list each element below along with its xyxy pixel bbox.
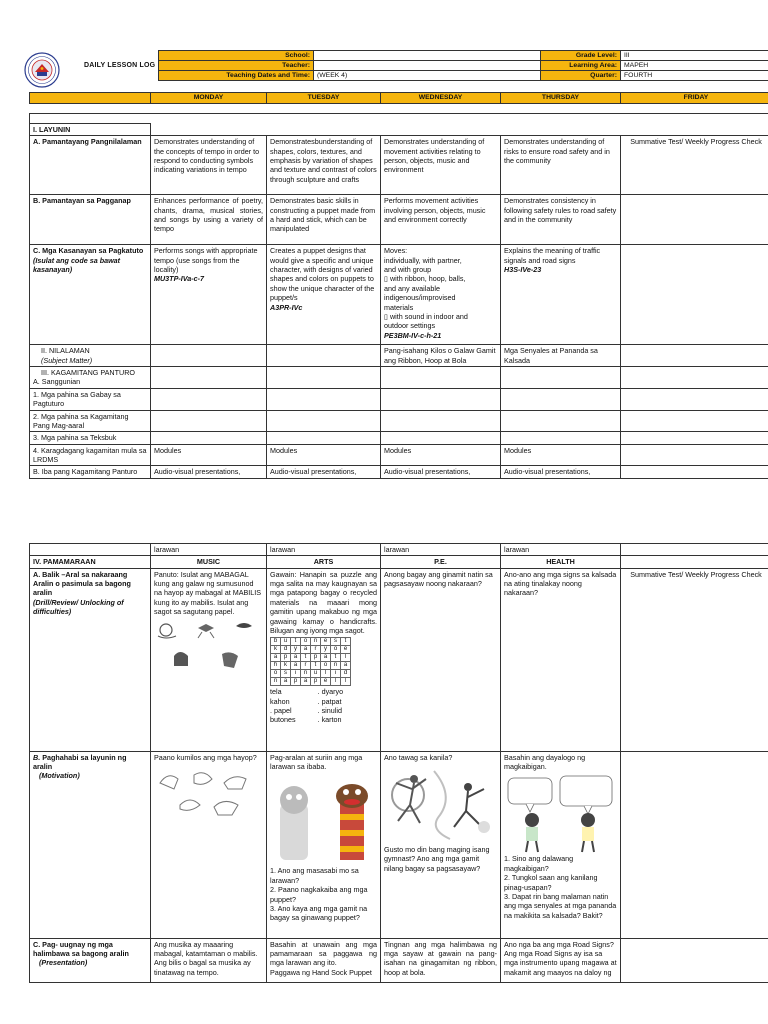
motivation-wednesday-question: Gusto mo din bang maging isang gymnast? Ano ang mga gamit nilang bagay sa pagsasayaw? [384,845,490,873]
thu-question-3: 3. Dapat rin bang malaman natin ang mga senyales at mga pananda na makikita sa kalsada? Bakit? [504,891,617,920]
animals-illustration [154,620,262,678]
puzzle-cell[interactable]: h [271,662,281,670]
puzzle-cell[interactable]: t [331,654,341,662]
content-standard-friday[interactable]: Summative Test/ Weekly Progress Check [621,136,768,195]
content-standard-thursday[interactable]: Demonstrates understanding of risks to ensure road safety and in the community [501,136,621,195]
word-butones: butones [270,715,296,725]
kasanayan-sub: (Isulat ang code sa bawat kasanayan) [33,255,121,275]
competency-tuesday-code: A3PR-IVc [270,302,303,312]
competency-monday-code: MU3TP-IVa-c-7 [154,274,205,284]
puzzle-cell[interactable]: a [301,678,311,686]
puzzle-cell[interactable]: a [301,646,311,654]
presentation-label: C. Pag- uugnay ng mga halimbawa sa bagong aralin [33,939,129,959]
balik-aral-sub: (Drill/Review/ Unlocking of difficulties) [33,597,124,617]
puzzle-cell[interactable]: y [321,646,331,654]
kagamitan-wednesday[interactable] [381,367,501,389]
review-thursday[interactable]: Ano-ano ang mga signs sa kalsada na ating tinalakay noong nakaraan? [501,568,621,751]
lrdms-label: 4. Karagdagang kagamitan mula sa LRDMS [30,444,151,466]
nilalaman-heading: II. NILALAMAN [41,346,90,356]
puzzle-cell[interactable]: p [311,678,321,686]
lrdms-wednesday[interactable]: Modules [381,444,501,466]
kagamitang-friday[interactable] [621,410,768,432]
puzzle-cell[interactable]: e [341,646,351,654]
puzzle-cell[interactable]: t [291,638,301,646]
gabay-monday[interactable] [151,388,267,410]
balik-aral-label: A. Balik –Aral sa nakaraang Aralin o pasimula sa bagong aralin [33,569,131,598]
puzzle-cell[interactable]: a [291,654,301,662]
puzzle-cell[interactable]: t [341,638,351,646]
pamamaraan-heading: IV. PAMAMARAAN [30,556,151,568]
wed-line-0: Moves: [384,246,408,256]
puzzle-cell[interactable]: u [311,670,321,678]
puzzle-cell[interactable]: a [291,662,301,670]
presentation-label-cell [30,938,151,982]
performance-standard-thursday[interactable]: Demonstrates consistency in following safety rules to road safety and in the community [501,195,621,245]
puzzle-cell[interactable]: k [271,646,281,654]
puzzle-row [271,646,351,654]
lrdms-monday[interactable]: Modules [151,444,267,466]
larawan-wednesday: larawan [381,544,501,556]
kagamitan-monday[interactable] [151,367,267,389]
kagamitan-heading: III. KAGAMITANG PANTURO [41,368,135,378]
grade-level-value[interactable]: III [621,51,768,61]
learning-area-label: Learning Area: [541,61,621,71]
presentation-monday[interactable]: Ang musika ay maaaring mabagal, katamtaman o mabilis. Ang bilis o bagal sa musika ay tinatawag na tempo. [151,938,267,982]
puzzle-cell[interactable]: e [321,678,331,686]
puzzle-row [271,654,351,662]
nilalaman-tuesday[interactable] [267,345,381,367]
teksbuk-tuesday[interactable] [267,432,381,444]
wed-line-3: ▯ with ribbon, hoop, balls, [384,274,466,284]
lrdms-friday[interactable] [621,444,768,466]
days-blank-cell [30,93,151,104]
word-sinulid: . sinulid [317,705,342,715]
motivation-wednesday[interactable] [381,751,501,938]
larawan-thursday: larawan [501,544,621,556]
competency-thursday[interactable] [501,245,621,345]
performance-standard-monday[interactable]: Enhances performance of poetry, chants, drama, musical stories, and songs by using a variety of tempo [151,195,267,245]
gymnasts-illustration [384,765,496,845]
puzzle-cell[interactable]: e [321,638,331,646]
puzzle-cell[interactable]: n [331,662,341,670]
competency-wednesday-code: PE3BM-IV-c-h-21 [384,330,442,340]
word-puzzle-grid [270,637,351,686]
subject-health: HEALTH [501,556,621,568]
teaching-dates-value[interactable]: (WEEK 4) [314,71,541,81]
thu-question-2: 2. Tungkol saan ang kanilang pinag-usapan? [504,873,598,892]
puzzle-cell[interactable]: d [341,670,351,678]
puzzle-cell[interactable]: k [281,662,291,670]
puzzle-cell[interactable]: t [311,662,321,670]
puzzle-cell[interactable]: n [271,678,281,686]
performance-standard-friday[interactable] [621,195,768,245]
puzzle-cell[interactable]: y [291,646,301,654]
day-tuesday: TUESDAY [267,93,381,104]
teksbuk-label: 3. Mga pahina sa Teksbuk [30,432,151,444]
day-monday: MONDAY [151,93,267,104]
puzzle-cell[interactable]: a [281,678,291,686]
deped-seal-logo [24,52,60,88]
larawan-blank [30,544,151,556]
puzzle-cell[interactable]: t [301,654,311,662]
puzzle-cell[interactable]: i [291,670,301,678]
quarter-value[interactable]: FOURTH [621,71,768,81]
motivation-thursday-text: Basahin ang dayalogo ng magkaibigan. [504,752,586,772]
wed-line-5: indigenous/improvised [384,293,456,303]
competency-friday[interactable] [621,245,768,345]
procedures-table [29,543,768,983]
review-friday[interactable]: Summative Test/ Weekly Progress Check [621,568,768,751]
subject-friday [621,556,768,568]
gabay-wednesday[interactable] [381,388,501,410]
nilalaman-sub: (Subject Matter) [41,355,93,365]
content-standard-tuesday[interactable]: Demonstratesbunderstanding of shapes, colors, textures, and emphasis by variation of shapes and texture and contrast of colors through sculpture and crafts [267,136,381,195]
puzzle-cell[interactable]: o [331,646,341,654]
puzzle-cell[interactable]: a [321,654,331,662]
kagamitang-thursday[interactable] [501,410,621,432]
competency-tuesday[interactable] [267,245,381,345]
word-karton: . karton [317,715,342,725]
kagamitang-label: 2. Mga pahina sa Kagamitang Pang Mag-aaral [30,410,151,432]
larawan-friday [621,544,768,556]
review-tuesday-text: Gawain: Hanapin sa puzzle ang mga salita na may kaugnayan sa mga patapong bagay o recycled materials na maaari mong gamitin upang makabuo ng mga gawaing kamay o handicrafts. Bilugan ang iyong mga sagot. [270,569,377,635]
wed-line-8: outdoor settings [384,321,436,331]
day-thursday: THURSDAY [501,93,621,104]
nilalaman-label-cell [30,345,151,367]
wed-line-1: individually, with partner, [384,255,462,265]
performance-standard-wednesday[interactable]: Performs movement activities involving person, objects, music and environment correctly [381,195,501,245]
review-monday-text: Panuto: Isulat ang MABAGAL kung ang galaw ng sumusunod na hayop ay mabagal at MABILIS kung ito ay mabilis. Isulat ang sagot sa sagutang papel. [154,569,262,617]
layunin-heading: I. LAYUNIN [30,124,151,136]
puzzle-cell[interactable]: a [271,654,281,662]
word-patpat: . patpat [317,696,342,706]
competency-wednesday[interactable] [381,245,501,345]
days-header-bar [29,92,768,104]
gabay-label: 1. Mga pahina sa Gabay sa Pagtuturo [30,388,151,410]
document-title: DAILY LESSON LOG [84,62,156,69]
competency-monday-text: Performs songs with appropriate tempo (use songs from the locality) [154,246,258,275]
teacher-value[interactable] [314,61,541,71]
puzzle-row [271,670,351,678]
subject-music: MUSIC [151,556,267,568]
school-label: School: [159,51,314,61]
subject-arts: ARTS [267,556,381,568]
header-info-table [158,50,768,81]
motivation-wednesday-text: Ano tawag sa kanila? [384,752,453,762]
puzzle-cell[interactable]: n [301,670,311,678]
pamantayan-sa-pagganap-label: B. Pamantayan sa Pagganap [30,195,151,245]
thu-question-1: 1. Sino ang dalawang magkaibigan? [504,854,574,873]
puzzle-cell[interactable]: u [281,638,291,646]
nilalaman-thursday[interactable]: Mga Senyales at Pananda sa Kalsada [501,345,621,367]
puzzle-cell[interactable]: l [341,654,351,662]
presentation-wednesday[interactable]: Tingnan ang mga halimbawa ng mga sayaw at gawain na pang-isahan na ginagamitan ng ribbon, hoop at bola. [381,938,501,982]
teksbuk-wednesday[interactable] [381,432,501,444]
kagamitan-thursday[interactable] [501,367,621,389]
presentation-thursday[interactable]: Ano nga ba ang mga Road Signs? Ang mga Road Signs ay isa sa mga instrumento upang magawa at makamit ang maayos na daloy ng [501,938,621,982]
motivation-monday[interactable] [151,751,267,938]
iba-label: B. Iba pang Kagamitang Panturo [30,466,151,478]
puzzle-cell[interactable]: l [331,678,341,686]
motivation-friday[interactable] [621,751,768,938]
dialogue-illustration [504,774,616,854]
kagamitan-tuesday[interactable] [267,367,381,389]
kagamitan-label-cell [30,367,151,389]
competency-thursday-code: H3S-IVe-23 [504,265,542,275]
puzzle-cell[interactable]: r [311,646,321,654]
puzzle-row [271,662,351,670]
puzzle-cell[interactable]: s [331,638,341,646]
word-papel: . papel [270,705,292,715]
gabay-friday[interactable] [621,388,768,410]
motivation-thursday[interactable] [501,751,621,938]
kasanayan-label: C. Mga Kasanayan sa Pagkatuto [33,246,144,256]
quarter-label: Quarter: [541,71,621,81]
teksbuk-monday[interactable] [151,432,267,444]
puzzle-cell[interactable]: d [281,646,291,654]
teksbuk-thursday[interactable] [501,432,621,444]
competency-thursday-text: Explains the meaning of traffic signals and road signs [504,246,601,265]
puzzle-cell[interactable]: a [341,662,351,670]
content-standard-wednesday[interactable]: Demonstrates understanding of movement activities relating to person, objects, music and environment [381,136,501,195]
sock-puppets-illustration [270,774,378,866]
puzzle-cell[interactable]: l [321,670,331,678]
objectives-table [29,113,768,479]
iba-tuesday[interactable]: Audio-visual presentations, [267,466,381,478]
gabay-tuesday[interactable] [267,388,381,410]
puzzle-cell[interactable]: r [301,662,311,670]
puzzle-cell[interactable]: b [271,638,281,646]
balik-aral-label-cell [30,568,151,751]
motivation-tuesday-text: Pag-aralan at suriin ang mga larawan sa ibaba. [270,752,363,772]
word-kahon: kahon [270,696,290,706]
teacher-label: Teacher: [159,61,314,71]
kagamitan-friday[interactable] [621,367,768,389]
nilalaman-friday[interactable] [621,345,768,367]
competency-tuesday-text: Creates a puppet designs that would give a specific and unique character, with designs of varied shapes and colors on puppets to show the unique character of the puppet/s [270,246,375,303]
review-tuesday[interactable] [267,568,381,751]
motivation-monday-text: Paano kumilos ang mga hayop? [154,752,257,762]
review-monday[interactable] [151,568,267,751]
tue-question-2: 2. Paano nagkakaiba ang mga puppet? [270,885,368,904]
competency-monday[interactable] [151,245,267,345]
wed-line-4: and any available [384,283,440,293]
pamantayang-pangnilalaman-label: A. Pamantayang Pangnilalaman [30,136,151,195]
puzzle-cell[interactable]: p [311,654,321,662]
sanggunian-label: A. Sanggunian [33,377,81,387]
day-wednesday: WEDNESDAY [381,93,501,104]
puzzle-row [271,678,351,686]
grade-level-label: Grade Level: [541,51,621,61]
performance-standard-tuesday[interactable]: Demonstrates basic skills in constructing a puppet made from a hard and stick, which can be manipulated [267,195,381,245]
word-dyaryo: . dyaryo [317,687,344,697]
wed-line-7: ▯ with sound in indoor and [384,311,468,321]
iba-friday[interactable] [621,466,768,478]
day-friday: FRIDAY [621,93,768,104]
motivation-prefix: B. [33,752,41,762]
nilalaman-monday[interactable] [151,345,267,367]
lrdms-tuesday[interactable]: Modules [267,444,381,466]
motivation-tuesday[interactable] [267,751,381,938]
puzzle-cell[interactable]: p [281,654,291,662]
subject-pe: P.E. [381,556,501,568]
iba-wednesday[interactable]: Audio-visual presentations, [381,466,501,478]
puzzle-cell[interactable]: l [341,678,351,686]
word-tela: tela [270,687,282,697]
wed-line-2: and with group [384,265,432,275]
learning-area-value[interactable]: MAPEH [621,61,768,71]
nilalaman-wednesday[interactable]: Pang-isahang Kilos o Galaw Gamit ang Ribbon, Hoop at Bola [381,345,501,367]
content-standard-monday[interactable]: Demonstrates understanding of the concepts of tempo in order to respond to conducting symbols indicating variations in tempo [151,136,267,195]
motivation-label-cell [30,751,151,938]
presentation-tuesday-text: Basahin at unawain ang mga pamamaraan sa paggawa ng mga larawan ang ito. [270,939,377,968]
review-wednesday[interactable]: Anong bagay ang ginamit natin sa pagsasayaw noong nakaraan? [381,568,501,751]
kagamitang-monday[interactable] [151,410,267,432]
kagamitang-wednesday[interactable] [381,410,501,432]
kagamitang-tuesday[interactable] [267,410,381,432]
puzzle-cell[interactable]: i [331,670,341,678]
tue-question-3: 3. Ano kaya ang mga gamit na bagay sa ginawang puppet? [270,903,368,923]
tue-question-1: 1. Ano ang masasabi mo sa larawan? [270,866,359,885]
gabay-thursday[interactable] [501,388,621,410]
iba-thursday[interactable]: Audio-visual presentations, [501,466,621,478]
presentation-tuesday[interactable] [267,938,381,982]
larawan-monday: larawan [151,544,267,556]
puzzle-cell[interactable]: o [271,670,281,678]
larawan-tuesday: larawan [267,544,381,556]
teksbuk-friday[interactable] [621,432,768,444]
puzzle-cell[interactable]: o [301,638,311,646]
iba-monday[interactable]: Audio-visual presentations, [151,466,267,478]
puzzle-row [271,638,351,646]
puzzle-cell[interactable]: o [321,662,331,670]
puzzle-cell[interactable]: s [281,670,291,678]
presentation-sub: (Presentation) [39,958,88,968]
school-value[interactable] [314,51,541,61]
puzzle-word-list [270,687,377,724]
puzzle-cell[interactable]: p [291,678,301,686]
presentation-tuesday-title: Paggawa ng Hand Sock Puppet [270,967,372,977]
motivation-label: Paghahabi sa layunin ng aralin [33,752,127,772]
kasanayan-label-cell [30,245,151,345]
motivation-sub: (Motivation) [39,771,80,781]
lrdms-thursday[interactable]: Modules [501,444,621,466]
teaching-dates-label: Teaching Dates and Time: [159,71,314,81]
moving-animals-illustration [154,765,262,817]
presentation-friday[interactable] [621,938,768,982]
puzzle-cell[interactable]: n [311,638,321,646]
wed-line-6: materials [384,302,414,312]
